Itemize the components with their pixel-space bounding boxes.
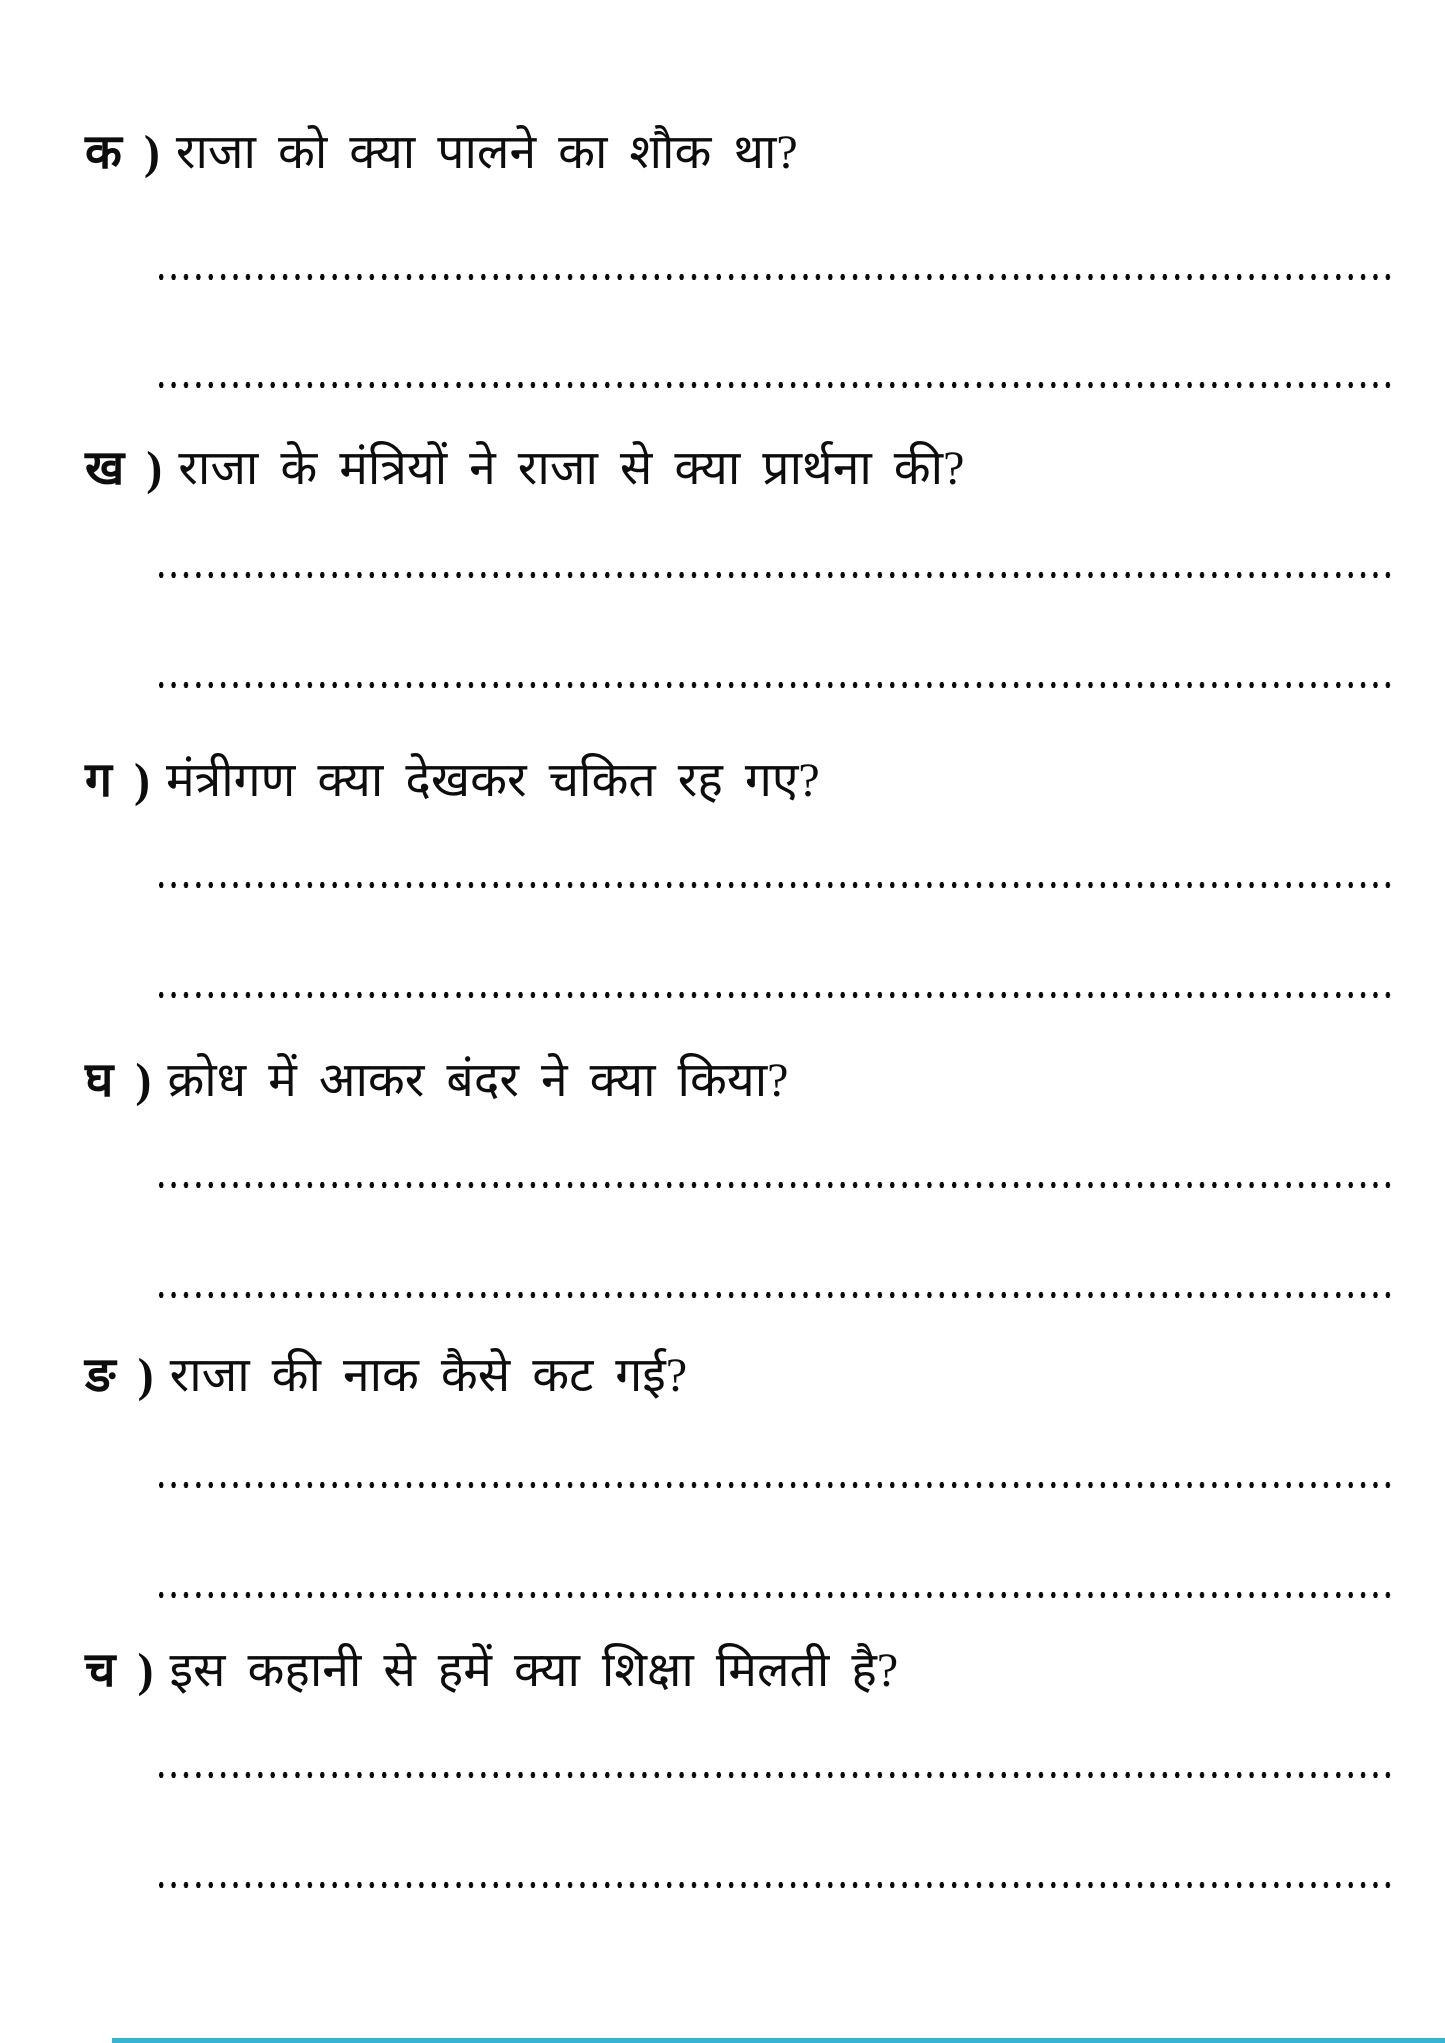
question-label: ङ ) — [85, 1349, 154, 1402]
question-line — [85, 1050, 788, 1112]
question-text: राजा के मंत्रियों ने राजा से क्या प्रार्थना की? — [178, 442, 965, 495]
answer-blank-dotted-line — [155, 1478, 1391, 1492]
answer-blank-dotted-line — [155, 1178, 1391, 1192]
question-label: घ ) — [85, 1054, 152, 1107]
answer-blank-dotted-line — [155, 1288, 1391, 1302]
answer-blank-dotted-line — [155, 1588, 1391, 1602]
question-text: इस कहानी से हमें क्या शिक्षा मिलती है? — [169, 1644, 899, 1697]
question-line — [85, 1345, 687, 1407]
answer-blank-dotted-line — [155, 568, 1391, 582]
question-text: मंत्रीगण क्या देखकर चकित रह गए? — [166, 754, 820, 807]
question-label: ग ) — [85, 754, 151, 807]
answer-blank-dotted-line — [155, 270, 1391, 284]
question-text: क्रोध में आकर बंदर ने क्या किया? — [167, 1054, 789, 1107]
answer-blank-dotted-line — [155, 878, 1391, 892]
question-text: राजा की नाक कैसे कट गई? — [169, 1349, 688, 1402]
question-line — [85, 750, 820, 812]
answer-blank-dotted-line — [155, 1878, 1391, 1892]
question-label: क ) — [85, 126, 160, 179]
answer-blank-dotted-line — [155, 1768, 1391, 1782]
question-line — [85, 1640, 898, 1702]
question-label: ख ) — [85, 442, 163, 495]
question-line — [85, 122, 798, 184]
question-text: राजा को क्या पालने का शौक था? — [175, 126, 798, 179]
answer-blank-dotted-line — [155, 678, 1391, 692]
page-edge-strip — [112, 2038, 1445, 2043]
question-line — [85, 438, 964, 500]
question-label: च ) — [85, 1644, 154, 1697]
answer-blank-dotted-line — [155, 988, 1391, 1002]
answer-blank-dotted-line — [155, 378, 1391, 392]
